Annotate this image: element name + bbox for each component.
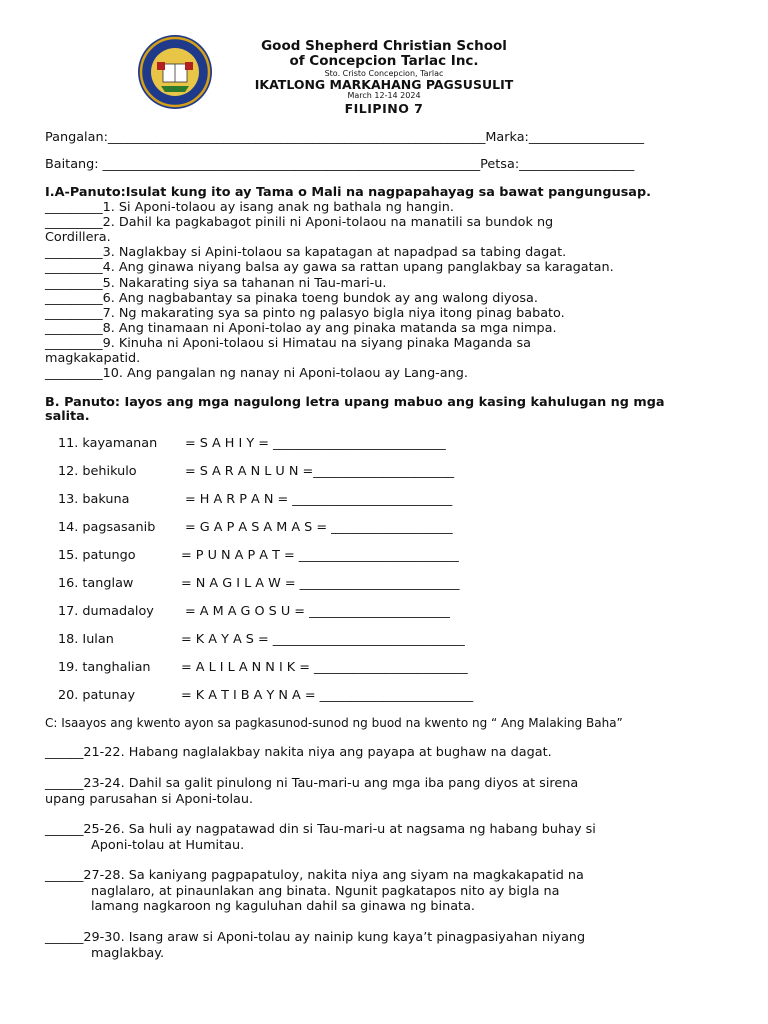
part-b-instruction-line1: B. Panuto: Iayos ang mga nagulong letra upang mabuo ang kasing kahulugan ng mga <box>45 395 665 410</box>
part-c-instruction: C: Isaayos ang kwento ayon sa pagkasunod-sunod ng buod na kwento ng “ Ang Malaking Baha” <box>45 716 623 730</box>
sequence-item-continuation: naglalaro, at pinaunlakan ang binata. Ngunit pagkatapos nito ay bigla na <box>91 883 560 899</box>
vocab-word: 15. patungo <box>58 548 136 563</box>
part-a-line[interactable]: _________5. Nakarating siya sa tahanan ni Tau-mari-u. <box>45 275 387 291</box>
sequence-item[interactable]: ______25-26. Sa huli ay nagpatawad din si Tau-mari-u at nagsama ng habang buhay si <box>45 822 596 837</box>
scrambled-answer-field[interactable]: = N A G I L A W = _________________________ <box>181 576 460 591</box>
scrambled-answer-field[interactable]: = H A R P A N = _________________________ <box>185 492 453 507</box>
part-a-line[interactable]: _________4. Ang ginawa niyang balsa ay gawa sa rattan upang panglakbay sa karagatan. <box>45 260 614 276</box>
sequence-item-continuation: upang parusahan si Aponi-tolau. <box>45 791 254 807</box>
part-a-line: Cordillera. <box>45 230 111 246</box>
part-a-line[interactable]: _________1. Si Aponi-tolaou ay isang anak ng bathala ng hangin. <box>45 200 454 215</box>
scrambled-answer-field[interactable]: = G A P A S A M A S = ___________________ <box>185 520 453 535</box>
vocab-word: 20. patunay <box>58 688 136 703</box>
vocab-word: 19. tanghalian <box>58 660 151 675</box>
grade-and-date-field[interactable]: Baitang: ___________________________________________________________Petsa:__________________ <box>45 157 635 172</box>
vocab-word: 11. kayamanan <box>58 436 158 451</box>
school-name-line1: Good Shepherd Christian School <box>261 38 507 54</box>
exam-date: March 12-14 2024 <box>347 91 421 100</box>
scrambled-answer-field[interactable]: = A M A G O S U = ______________________ <box>185 604 450 619</box>
exam-title: IKATLONG MARKAHANG PAGSUSULIT <box>254 77 514 92</box>
sequence-item[interactable]: ______21-22. Habang naglalakbay nakita niya ang payapa at bughaw na dagat. <box>45 745 552 760</box>
scrambled-answer-field[interactable]: = S A R A N L U N =______________________ <box>185 464 454 479</box>
sequence-item[interactable]: ______23-24. Dahil sa galit pinulong ni Tau-mari-u ang mga iba pang diyos at sirena <box>45 776 579 791</box>
part-a-line[interactable]: _________8. Ang tinamaan ni Aponi-tolao ay ang pinaka matanda sa mga nimpa. <box>45 320 557 336</box>
part-a-line[interactable]: _________3. Naglakbay si Apini-tolaou sa kapatagan at napadpad sa tabing dagat. <box>45 245 567 261</box>
scrambled-answer-field[interactable]: = A L I L A N N I K = ________________________ <box>181 660 468 675</box>
sequence-item[interactable]: ______27-28. Sa kaniyang pagpapatuloy, nakita niya ang siyam na magkakapatid na <box>45 868 584 883</box>
school-name-line2: of Concepcion Tarlac Inc. <box>289 53 479 69</box>
vocab-word: 13. bakuna <box>58 492 130 507</box>
part-a-line[interactable]: _________10. Ang pangalan ng nanay ni Aponi-tolaou ay Lang-ang. <box>45 366 468 382</box>
part-a-line[interactable]: _________7. Ng makarating sya sa pinto ng palasyo bigla niya itong pinag babato. <box>45 305 565 321</box>
vocab-word: 14. pagsasanib <box>58 520 156 535</box>
sequence-item-continuation: lamang nagkaroon ng kaguluhan dahil sa ginawa ng binata. <box>91 899 475 914</box>
part-a-line[interactable]: _________2. Dahil ka pagkabagot pinili ni Aponi-tolaou na manatili sa bundok ng <box>45 215 554 231</box>
vocab-word: 17. dumadaloy <box>58 604 154 619</box>
sequence-item-continuation: Aponi-tolau at Humitau. <box>91 837 245 853</box>
vocab-word: 18. Iulan <box>58 632 114 647</box>
vocab-word: 16. tanglaw <box>58 576 134 591</box>
school-address: Sto. Cristo Concepcion, Tarlac <box>324 69 444 78</box>
subject-title: FILIPINO 7 <box>344 101 424 116</box>
scrambled-answer-field[interactable]: = K A T I B A Y N A = ________________________ <box>181 688 474 703</box>
part-a-line: magkakapatid. <box>45 351 141 366</box>
part-a-line[interactable]: _________9. Kinuha ni Aponi-tolaou si Himatau na siyang pinaka Maganda sa <box>45 335 532 351</box>
vocab-word: 12. behikulo <box>58 464 137 479</box>
part-b-instruction-line2: salita. <box>45 409 90 424</box>
part-a-line[interactable]: _________6. Ang nagbabantay sa pinaka toeng bundok ay ang walong diyosa. <box>45 290 538 306</box>
sequence-item-continuation: maglakbay. <box>91 945 165 961</box>
part-a-instruction: I.A-Panuto:Isulat kung ito ay Tama o Mali na nagpapahayag sa bawat pangungusap. <box>45 185 651 200</box>
sequence-item[interactable]: ______29-30. Isang araw si Aponi-tolau ay nainip kung kaya’t pinagpasiyahan niyang <box>45 930 586 945</box>
name-and-score-field[interactable]: Pangalan:___________________________________________________________Marka:__________________ <box>45 130 645 145</box>
scrambled-answer-field[interactable]: = K A Y A S = ______________________________ <box>181 632 465 647</box>
scrambled-answer-field[interactable]: = S A H I Y = ___________________________ <box>185 436 446 451</box>
scrambled-answer-field[interactable]: = P U N A P A T = _________________________ <box>181 548 459 563</box>
